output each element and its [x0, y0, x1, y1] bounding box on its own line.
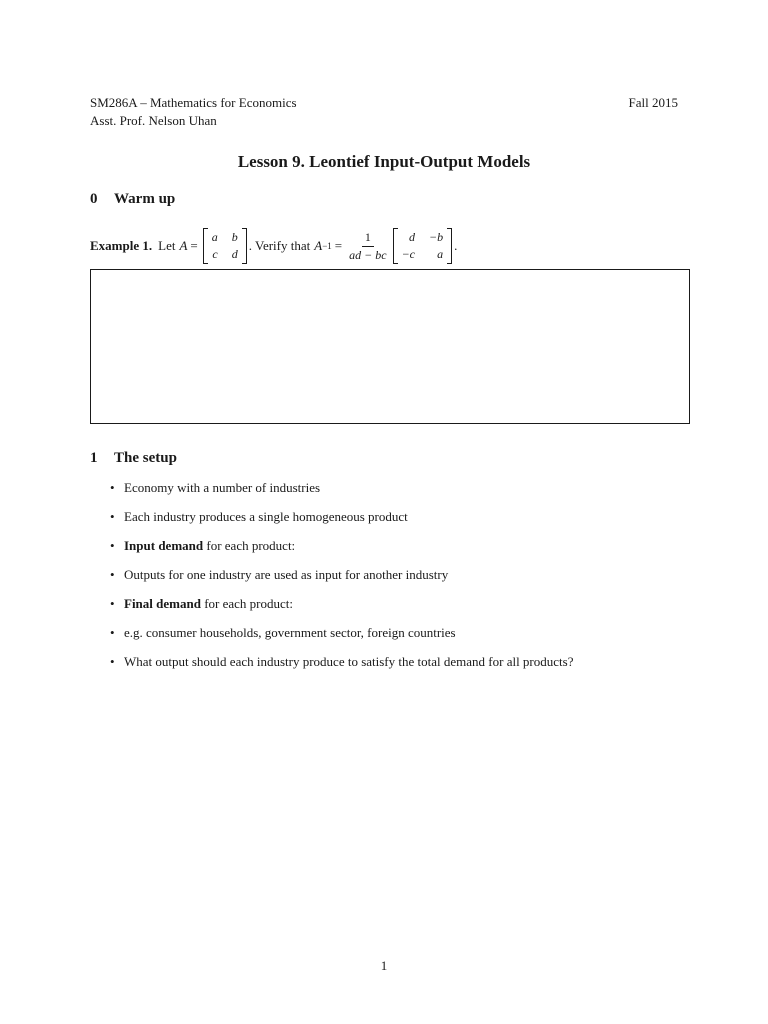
list-item: • Economy with a number of industries [110, 480, 710, 509]
setup-bullet-list [110, 480, 710, 683]
list-item [110, 596, 710, 625]
item-text: for each product: [200, 596, 293, 611]
sub-list-item: • e.g. consumer households, government sector, foreign countries [110, 625, 710, 654]
inverse-base: A [314, 238, 323, 253]
term-bold: Input demand [124, 538, 204, 553]
page-number: 1 [380, 958, 388, 973]
period: . [454, 238, 458, 253]
matrix-entry: c [212, 247, 218, 261]
list-item: • Each industry produces a single homogeneous product [110, 509, 710, 538]
matrix-entry: b [231, 230, 238, 244]
matrix-entry: d [231, 247, 238, 261]
matrix-entry: −c [401, 247, 415, 261]
section-heading-setup [90, 450, 177, 467]
instructor-name: Asst. Prof. Nelson Uhan [90, 113, 217, 128]
term-bold: Final demand [124, 596, 201, 611]
matrix-a [203, 228, 247, 264]
example-label: Example 1. [90, 238, 153, 253]
lesson-title: Lesson 9. Leontief Input-Output Models [237, 152, 531, 171]
verify-text: . Verify that [248, 238, 311, 253]
matrix-entry: a [211, 230, 218, 244]
fraction-numerator: 1 [362, 230, 374, 247]
example-1 [90, 229, 458, 262]
fraction-denominator: ad − bc [349, 247, 387, 262]
course-name: SM286A – Mathematics for Economics [90, 95, 297, 110]
term: Fall 2015 [628, 95, 678, 110]
list-item [110, 538, 710, 567]
item-text: for each product: [203, 538, 296, 553]
section-number: 1 [90, 450, 98, 466]
answer-box [90, 269, 690, 424]
section-title: The setup [114, 450, 177, 466]
right-bracket [447, 228, 452, 264]
right-bracket [242, 228, 247, 264]
section-number: 0 [90, 191, 98, 207]
matrix-entry: d [409, 230, 415, 244]
var-a: A [179, 238, 188, 253]
list-item: • What output should each industry produce to satisfy the total demand for all products? [110, 654, 710, 683]
equals-sign: = [190, 238, 198, 253]
fraction [349, 230, 386, 263]
let-text: Let [158, 238, 176, 253]
section-heading-warm-up [90, 191, 175, 208]
matrix-entry: −b [429, 230, 444, 244]
matrix-inverse [393, 228, 453, 264]
matrix-entry: a [437, 247, 444, 261]
section-title: Warm up [114, 191, 176, 207]
equals-sign: = [334, 238, 343, 253]
inverse-exponent: −1 [322, 241, 332, 251]
sub-list-item: • Outputs for one industry are used as input for another industry [110, 567, 710, 596]
